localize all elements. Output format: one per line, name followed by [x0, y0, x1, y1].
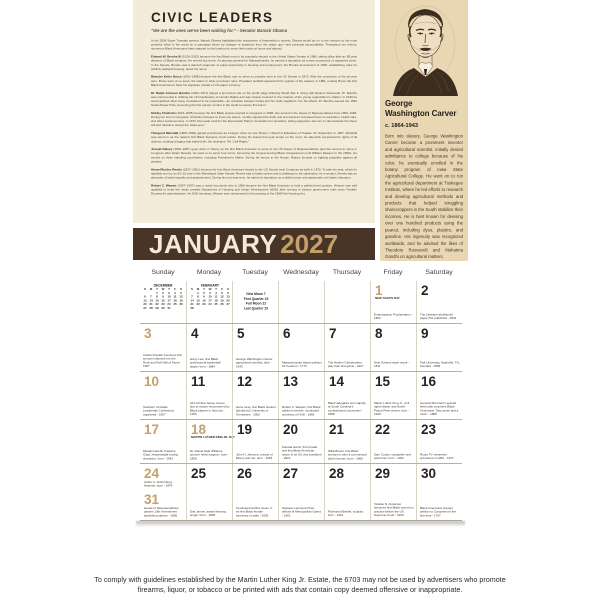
event-note-text: Sam Cooke, songwriter and performer, born - 1931 — [374, 453, 412, 461]
person-name-line2: Washington Carver — [385, 108, 457, 118]
civic-paragraph: Robert C. Weaver (1907–1997) was a noted economist who in 1966 became the first Black American to hold a cabinet-level position. Weaver was well qualified to head the newly created Department of Housing and Urban Development (HUD) after serving in various government roles since Franklin Roosevelt's administration. As HUD secretary, Weaver was instrumental in the passing of the 1968 Fair Housing Act. — [151, 184, 358, 196]
footer-disclaimer: To comply with guidelines established by the Martin Luther King Jr. Estate, the 6703 may not be used by advertisers who promote firearms, liquor, or tobacco or be printed with ads that contain copy deemed offensive or inappropriate. — [94, 575, 506, 594]
mini-day: 24 — [208, 303, 212, 307]
mini-day: 15 — [196, 299, 200, 303]
day-number: 16 — [421, 374, 437, 389]
mini-dow-label: T — [156, 288, 158, 291]
mini-day: 16 — [202, 299, 206, 303]
mini-day: 17 — [167, 299, 171, 303]
calendar-cell — [232, 281, 278, 323]
mini-day: 6 — [227, 291, 229, 295]
day-number: 29 — [375, 466, 391, 481]
calendar-cell — [186, 464, 232, 520]
mini-day: 1 — [197, 291, 199, 295]
civic-paragraph: In his 2008 Super Tuesday speech, Barack Obama highlighted the importance of leadership in society. Obama would go on to win election to the most powerful office in the world on a campaign driven by change—a departure from the status quo—and personal accountability. Throughout our history, numerous Black Americans have stepped to the forefront to serve their nation at home and abroad. — [151, 39, 357, 51]
calendar-cell — [278, 324, 324, 371]
civic-paragraphs — [151, 39, 357, 196]
mini-day: 18 — [173, 299, 177, 303]
mini-month-week — [142, 307, 184, 311]
mini-day: 16 — [161, 299, 165, 303]
moon-phase-item: New Moon 7 — [246, 292, 266, 296]
day-number: 14 — [329, 374, 345, 389]
day-number: 7 — [329, 326, 337, 341]
month-banner — [133, 228, 375, 260]
mini-day: 14 — [149, 299, 153, 303]
person-bio-holder — [385, 133, 463, 260]
calendar-rows — [140, 281, 462, 521]
event-note — [140, 506, 186, 516]
calendar-cell — [278, 420, 324, 463]
civic-paragraphs-holder — [151, 39, 357, 209]
event-note-text: Kamala Harris, first female and first Black American, sworn in as US vice president - 2021 — [282, 446, 322, 461]
person-name — [385, 99, 463, 118]
featured-person-panel — [380, 0, 468, 261]
calendar-cell — [324, 464, 370, 520]
calendar-week-row — [140, 323, 462, 371]
person-bio: Born into slavery, George Washington Carver became a prominent inventor and agricultural scientist. Initially denied admittance to college because of his color, he eventually enrolled in the botany program of Iowa State Agricultural College. He went on to run the agricultural department at Tuskegee Institute, where he led efforts to research and develop agricultural methods and products that helped struggling sharecroppers in the South stabilize their incomes. He is best known for devising over one hundred products using the peanut, including dyes, plastics, and gasoline. His ingenuity was recognized worldwide, and he advised the likes of Theodore Roosevelt and Mahatma Gandhi on agricultural matters. — [385, 133, 463, 260]
day-number: 21 — [329, 422, 345, 437]
day-name-label: Saturday — [425, 269, 453, 276]
calendar-week-row — [140, 371, 462, 419]
mini-day: 21 — [190, 303, 194, 307]
day-number: 27 — [283, 466, 299, 481]
day-number: 24 — [144, 466, 160, 481]
day-number: 9 — [421, 326, 429, 341]
day-number: 1 — [375, 283, 383, 298]
event-note-text: Muhammad Ali (Cassius Clay), heavyweight boxing champion, born - 1942 — [143, 449, 179, 461]
calendar-cell — [232, 464, 278, 520]
mini-month-title: DECEMBER — [153, 284, 173, 288]
calendar-cell — [186, 420, 235, 463]
event-note-text: Harry Lew, first Black professional basketball player, born - 1884 — [190, 357, 221, 369]
mini-day: 14 — [190, 299, 194, 303]
mini-day: 13 — [226, 295, 230, 299]
obama-quote: “We are the ones we've been waiting for.” - Senator Barack Obama — [151, 28, 288, 33]
moon-phase-item: Full Moon 22 — [245, 302, 267, 306]
day-name-label: Sunday — [151, 269, 175, 276]
calendar-cell — [416, 281, 462, 323]
event-note-text: Massachusetts slaves petition for freedom - 1773 — [282, 361, 322, 369]
person-dates: c. 1864-1943 — [385, 123, 418, 129]
moon-phase-body — [233, 292, 279, 311]
civic-paragraph: Shirley Chisholm (1924–2005) became the first Black woman elected to Congress in 1968; she served in the House of Representatives from 1969–1983. During her time in Congress, Chisholm focused on inner-city issues, vocally opposed the draft, and promoted an increased focus on education, health care, and other social services. In 1972 she made a bid for the Democratic Party's nomination for president, telling supporters she ran “to demonstrate the sheer will and refusal to accept the status quo.” — [151, 111, 358, 128]
calendar-cell — [232, 420, 278, 463]
mini-day: 2 — [162, 291, 164, 295]
mini-day: 12 — [179, 295, 183, 299]
year-label: 2027 — [280, 228, 339, 259]
event-note-text: Fisk University, Nashville, TN, founded - 1866 — [420, 361, 460, 369]
mini-dow-label: S — [226, 288, 229, 291]
event-note-text: Arthur A. Schomburg, historian, born - 1874 — [144, 481, 173, 488]
moon-phase-list — [233, 281, 278, 330]
calendar-cell — [140, 464, 186, 520]
mini-dow-label: F — [174, 288, 176, 291]
event-note-text: House of Representatives passes 13th Amendment abolishing slavery - 1865 — [144, 507, 179, 518]
day-number: 10 — [144, 374, 160, 389]
mini-day: 7 — [150, 295, 152, 299]
day-number: 11 — [191, 374, 206, 389]
calendar-cell — [278, 464, 324, 520]
mini-day: 3 — [209, 291, 211, 295]
day-name-label: Wednesday — [283, 269, 319, 276]
mini-day: 8 — [156, 295, 158, 299]
mini-dow-label: S — [179, 288, 182, 291]
mini-day — [225, 307, 231, 311]
day-number: 8 — [375, 326, 383, 341]
mini-day: 11 — [214, 295, 218, 299]
holiday-label: MARTIN LUTHER KING JR. DAY — [191, 436, 235, 439]
calendar-week-row — [140, 463, 462, 520]
moon-phase-item: First Quarter 15 — [243, 297, 269, 301]
civic-paragraph: Blanche Kelso Bruce (1841–1898) became the first Black man to serve a complete term in the US Senate in 1875. After the conclusion of his six-year term, Bruce went on to serve the nation in other prominent roles. President Garfield appointed him register of the treasury in 1881, making Bruce the first Black American to have his signature printed on US paper currency. — [151, 75, 357, 87]
mini-day: 4 — [174, 291, 176, 295]
mini-dow-label: F — [221, 288, 223, 291]
event-note-text: Condoleezza Rice sworn in as first Black female secretary of state - 2005 — [236, 506, 273, 518]
calendar-cell — [324, 281, 370, 323]
event-note-text: Gene Gray, first Black student admitted to University of Tennessee - 1952 — [236, 405, 276, 417]
event-note-text: Southern Christian Leadership Conference organized - 1957 — [143, 405, 175, 417]
event-note-text: AFL All-Star Game moves due to racism encountered by Black players in host city - 1965 — [190, 402, 230, 417]
day-number: 17 — [144, 422, 160, 437]
event-note-text: Etta James, award-winning singer, born - 1938 — [190, 510, 227, 518]
calendar-week-row — [140, 281, 462, 323]
day-name-label: Thursday — [332, 269, 362, 276]
mini-day: 9 — [162, 295, 164, 299]
day-number: 28 — [329, 466, 345, 481]
mini-day: 21 — [149, 303, 153, 307]
day-number: 12 — [237, 374, 253, 389]
quote-holder — [151, 28, 357, 35]
mini-day — [178, 307, 184, 311]
day-number: 15 — [375, 374, 391, 389]
mini-day: 23 — [161, 303, 165, 307]
calendar-cell — [416, 372, 462, 419]
day-number: 18 — [191, 422, 207, 437]
day-number: 4 — [191, 326, 199, 341]
page-title: CIVIC LEADERS — [151, 10, 274, 25]
mini-day: 7 — [191, 295, 193, 299]
calendar-cell — [370, 464, 416, 520]
event-note-text: The Liberator abolitionist paper first published - 1831 — [420, 313, 457, 321]
day-number: 22 — [375, 422, 391, 437]
calendar-cell — [416, 324, 462, 371]
event-note-text: Willa Brown, first Black woman to earn a commercial pilot's license, born - 1906 — [328, 449, 367, 461]
day-number: 25 — [191, 466, 207, 481]
mini-day: 30 — [161, 306, 165, 310]
civic-paragraph: Hiram Rhodes Revels (1827–1901) became the first Black American elected to the US Senate (and Congress as well) in 1870. To take his seat, which he rightfully won by an 81–15 vote in the Mississippi State Senate, Revels had to battle racism and a challenge to his citizenship. As a senator, Revels was an advocate of racial equality and appeasement. During his one-year term, he earned a reputation as a skilled orator and passionate civil rights champion. — [151, 168, 357, 180]
event-note — [140, 480, 186, 490]
mini-day: 28 — [149, 306, 153, 310]
event-note-text: Roots TV miniseries premieres on ABC - 1977 — [420, 453, 454, 461]
calendar-cell — [370, 324, 416, 371]
mini-day: 29 — [155, 306, 159, 310]
day-number: 30 — [421, 466, 437, 481]
event-note-text: John H. Johnson, creator of Ebony and Jet, born - 1918 — [236, 453, 273, 461]
mini-day: 18 — [214, 299, 218, 303]
event-note-text: Aretha Franklin becomes first woman inducted into the Rock and Roll Hall of Fame - 1987 — [143, 354, 183, 369]
event-note-text: George Washington Carver, agricultural scientist, dies - 1943 — [236, 357, 274, 369]
mini-dow-label: M — [149, 288, 153, 291]
event-note-text: General Sherman's special field order promises Black Americans “forty acres and a mule” - 1865 — [420, 402, 459, 417]
mini-day: 8 — [197, 295, 199, 299]
mini-month-title: FEBRUARY — [200, 284, 220, 288]
mini-month-body — [189, 284, 231, 311]
event-note-text: Black delegates win majority at South Carolina's constitutional convention - 1868 — [328, 402, 366, 417]
mini-dow-label: S — [143, 288, 146, 291]
event-note-text: Emancipation Proclamation - 1863 — [374, 313, 413, 321]
event-note-text: New Orleans slave revolt - 1811 — [374, 361, 410, 369]
mini-day: 13 — [143, 299, 147, 303]
calendar-cell — [140, 420, 186, 463]
calendar-cell — [416, 464, 462, 520]
mini-day: 3 — [168, 291, 170, 295]
mini-day: 15 — [155, 299, 159, 303]
mini-day: 31 — [167, 306, 171, 310]
mini-day: 1 — [156, 291, 158, 295]
event-note-text: Black Americans present petition to Congress for the first time - 1797 — [420, 506, 457, 518]
day-name-label: Tuesday — [242, 269, 268, 276]
day-number: 3 — [144, 326, 152, 341]
mini-day: 25 — [214, 303, 218, 307]
civic-paragraph: Dr. Ralph Johnson Bunche (1904–1971) played a prominent role on the world stage following World War II. Along with Eleanor Roosevelt, Dr. Bunche was instrumental in drafting the UN Declaration of Human Rights and was closely involved in the creation of the young organization's charter. In 1949 he accomplished what many considered to be impossible—an armistice between Israel and her Arab neighbors. For his efforts, Dr. Bunche earned the 1950 Nobel Peace Prize, becoming the first person of color in the world to receive this honor. — [151, 91, 357, 108]
mini-day: 9 — [203, 295, 205, 299]
mini-day: 20 — [143, 303, 147, 307]
day-number: 13 — [283, 374, 299, 389]
calendar-cell — [278, 281, 324, 323]
calendar-cell — [232, 324, 278, 371]
event-note-text: Dr. Daniel Hale Williams, pioneer heart surgeon, born - 1856 — [190, 449, 229, 461]
day-number: 26 — [237, 466, 253, 481]
civic-paragraph: Joseph Rainey (1832–1887) goes down in history as the first Black American to serve in the US House of Representatives (and the second to serve in Congress after Hiram Revels). He went on to serve four terms, becoming the longest-serving Black Congressman until William Dawson in the 1950s. He served on three standing committees, including Freedman's Affairs. During his tenure in the House, Rainey focused on fighting prejudice against all peoples. — [151, 148, 357, 164]
mini-day: 4 — [215, 291, 217, 295]
mini-day: 17 — [208, 299, 212, 303]
mini-day: 19 — [179, 299, 183, 303]
mini-day: 26 — [220, 303, 224, 307]
calendar-cell — [186, 372, 232, 419]
calendar-cell — [186, 324, 232, 371]
day-number: 6 — [283, 326, 291, 341]
event-note-text: Robert C. Weaver, first Black cabinet member, nominated secretary of HUD - 1966 — [282, 405, 321, 417]
calendar-cell — [140, 281, 186, 323]
day-name-label: Friday — [383, 269, 403, 276]
event-note-text: The Harlem Globetrotters play their first game - 1927 — [328, 361, 364, 369]
mini-month-week — [189, 307, 231, 311]
calendar-cell — [140, 372, 186, 419]
mini-day: 22 — [196, 303, 200, 307]
mini-dow-label: W — [208, 288, 212, 291]
civic-leaders-panel — [133, 0, 375, 223]
calendar-grid — [140, 264, 462, 521]
mini-day: 19 — [220, 299, 224, 303]
calendar-cell — [324, 420, 370, 463]
calendar-cell — [370, 420, 416, 463]
calendar-cell — [278, 372, 324, 419]
calendar-cell — [370, 281, 416, 323]
event-note-text: Martin Luther King Jr., civil rights leader and Nobel Peace Prize winner, born - 1929 — [374, 402, 410, 417]
day-number: 19 — [237, 422, 253, 437]
mini-day: 28 — [190, 306, 194, 310]
day-name-label: Monday — [196, 269, 222, 276]
mini-dow-label: W — [161, 288, 165, 291]
mini-dow-label: S — [190, 288, 193, 291]
holiday-label-holder — [187, 436, 235, 440]
mini-dow-label: T — [168, 288, 170, 291]
calendar-cell — [232, 372, 278, 419]
mini-day: 25 — [173, 303, 177, 307]
moon-phase-item: Last Quarter 29 — [243, 306, 269, 311]
event-note-text: Soprano Leontyne Price debuts at Metropolitan Opera - 1961 — [282, 506, 321, 518]
day-number: 2 — [421, 283, 429, 298]
mini-dow-label: T — [203, 288, 205, 291]
holiday-label-holder — [371, 297, 416, 301]
civic-paragraph: Edward W. Brooke III (1919–2015) became the first Black man to be popularly elected to the United States Senate in 1966, taking office after an 85-year absence of Black senators. He served two terms. As attorney general for Massachusetts, he earned a reputation as a stern prosecutor of organized crime. In the Senate, Brooke was a staunch supporter of equal opportunity in housing and employment; the Brooke Amendment of 1969, establishing rules for publicly assisted housing, bears his name. — [151, 55, 358, 71]
calendar-cell — [370, 372, 416, 419]
mini-day: 6 — [144, 295, 146, 299]
calendar-cell — [324, 324, 370, 371]
day-number: 20 — [283, 422, 299, 437]
event-note-text: Violette N. Anderson becomes first Black woman to practice before the US Supreme Court - 1926 — [374, 503, 414, 518]
calendar-week-row — [140, 419, 462, 463]
mini-day: 22 — [155, 303, 159, 307]
mini-day: 20 — [226, 299, 230, 303]
mini-day: 5 — [180, 291, 182, 295]
day-number: 5 — [237, 326, 245, 341]
civic-paragraph: Thurgood Marshall (1908–1993) gained prominence as a lawyer when he won Brown v. Board of Education of Topeka. On September 2, 1967, Marshall was sworn in as the nation's first Black Supreme Court justice. During his twenty-four-year tenure on the court, he staunchly supported the rights of all citizens, creating a legacy that earned him the nickname “Mr. Civil Rights.” — [151, 132, 358, 144]
george-washington-carver-portrait-icon — [385, 2, 463, 96]
day-number: 31 — [144, 492, 160, 507]
mini-dow-label: M — [196, 288, 200, 291]
mini-day: 10 — [208, 295, 212, 299]
mini-day: 24 — [167, 303, 171, 307]
mini-day: 26 — [179, 303, 183, 307]
month-label: JANUARY — [149, 228, 278, 259]
calendar-cell — [186, 281, 232, 323]
day-number: 23 — [421, 422, 437, 437]
mini-day: 12 — [220, 295, 224, 299]
holiday-label: NEW YEAR'S DAY — [375, 297, 400, 300]
person-name-line1: George — [385, 99, 413, 108]
mini-day: 27 — [226, 303, 230, 307]
mini-dow-label: T — [215, 288, 217, 291]
mini-month-body — [142, 284, 184, 311]
mini-day: 11 — [173, 295, 177, 299]
mini-day: 5 — [221, 291, 223, 295]
calendar-cell — [140, 324, 186, 371]
event-note-text: Richmond Barthé, sculptor, born - 1901 — [328, 510, 365, 518]
page-shadow — [136, 521, 465, 527]
day-names-row — [140, 264, 462, 281]
mini-day: 2 — [203, 291, 205, 295]
calendar-cell — [324, 372, 370, 419]
mini-day: 10 — [167, 295, 171, 299]
calendar-cell — [416, 420, 462, 463]
mini-day: 27 — [143, 306, 147, 310]
mini-day: 23 — [202, 303, 206, 307]
